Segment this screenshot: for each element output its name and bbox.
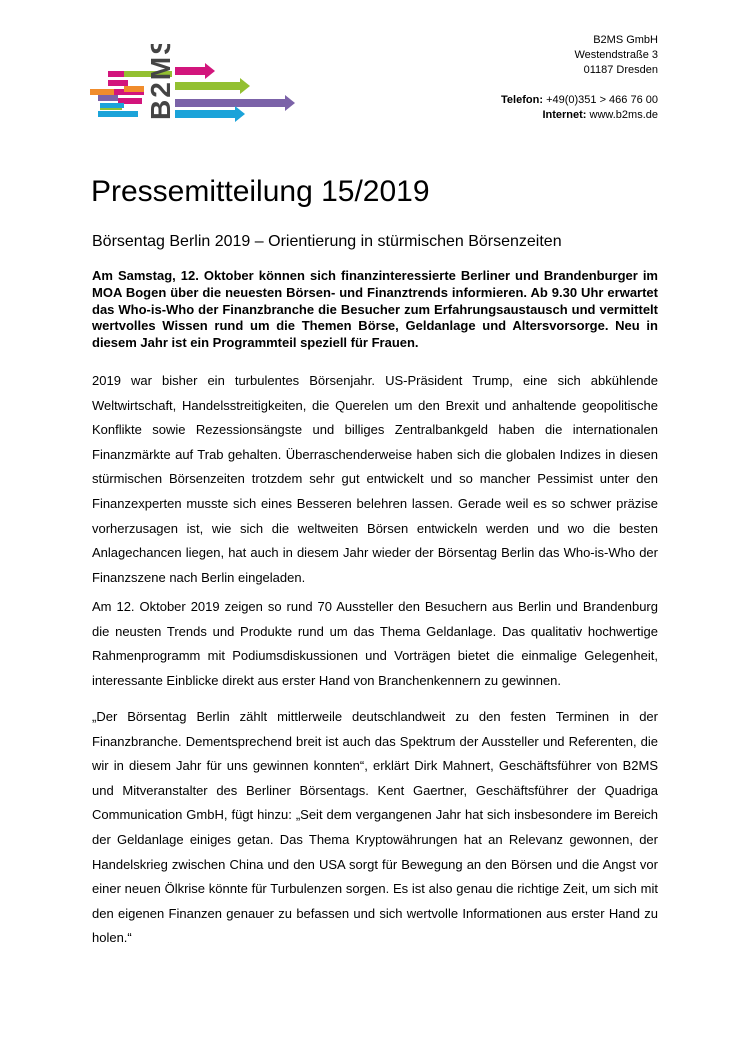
sender-city: 01187 Dresden [583, 64, 658, 76]
web-value[interactable]: www.b2ms.de [589, 109, 658, 121]
web-label: Internet: [542, 109, 587, 121]
b2ms-logo-graphic [90, 44, 300, 124]
body-paragraph-2: Am 12. Oktober 2019 zeigen so rund 70 Aussteller den Besuchern aus Berlin und Brandenburg die neusten Trends und Produkte rund um das Thema Geldanlage. Das qualitativ hochwertige Rahmenprogramm mit Podiumsdiskussionen und Vorträgen bietet die einmalige Gelegenheit, interessante Einblicke direkt aus erster Hand von Branchenkennern zu gewinnen. [92, 599, 658, 688]
lead-paragraph: Am Samstag, 12. Oktober können sich finanzinteressierte Berliner und Brandenburger im MOA Bogen über die neuesten Börsen- und Finanztrends informieren. Ab 9.30 Uhr erwartet das Who-is-Who der Finanzbranche die Besucher zum Erfahrungsaustausch und vermittelt wertvolles Wissen rund um die Themen Börse, Geldanlage und Altersvorsorge. Neu in diesem Jahr ist ein Programmteil speziell für Frauen. [92, 268, 658, 351]
phone-value: +49(0)351 > 466 76 00 [546, 94, 658, 106]
sender-company: B2MS GmbH [593, 34, 658, 46]
subtitle: Börsentag Berlin 2019 – Orientierung in stürmischen Börsenzeiten [92, 233, 562, 250]
b2ms-logo [90, 44, 300, 124]
web-line [501, 108, 658, 123]
logo-text: B2MS [145, 44, 176, 120]
page-title: Pressemitteilung 15/2019 [91, 175, 430, 208]
sender-street: Westendstraße 3 [574, 49, 658, 61]
phone-label: Telefon: [501, 94, 543, 106]
phone-line [501, 93, 658, 108]
body-paragraph-1: 2019 war bisher ein turbulentes Börsenjahr. US-Präsident Trump, eine sich abkühlende Weltwirtschaft, Handelsstreitigkeiten, die Querelen um den Brexit und anhaltende geopolitische Konflikte sowie Rezessionsängste und billiges Zentralbankgeld haben die internationalen Finanzmärkte auf Trab gehalten. Überraschenderweise haben sich die globalen Indizes in diesen stürmischen Börsenzeiten trotzdem sehr gut entwickelt und so mancher Pessimist unter den Finanzexperten musste sich eines Besseren belehren lassen. Gerade weil es so schwer präzise vorherzusagen ist, wie sich die weltweiten Börsen entwickeln werden und wo die besten Anlagechancen liegen, hat auch in diesem Jahr wieder der Börsentag Berlin das Who-is-Who der Finanzszene nach Berlin eingeladen. [92, 373, 658, 585]
sender-address [574, 33, 658, 78]
contact-info [501, 93, 658, 123]
body-paragraph-3: „Der Börsentag Berlin zählt mittlerweile deutschlandweit zu den festen Terminen in der Finanzbranche. Dementsprechend breit ist auch das Spektrum der Aussteller und Referenten, die wir in diesem Jahr für uns gewinnen konnten“, erklärt Dirk Mahnert, Geschäftsführer von B2MS und Mitveranstalter des Berliner Börsentags. Kent Gaertner, Geschäftsführer der Quadriga Communication GmbH, fügt hinzu: „Seit dem vergangenen Jahr hat sich insbesondere im Bereich der Geldanlage einiges getan. Das Thema Kryptowährungen hat an Relevanz gewonnen, der Handelskrieg zwischen China und den USA sorgt für Bewegung an den Börsen und die Angst vor einer neuen Ölkrise könnte für Turbulenzen sorgen. Es ist also genau die richtige Zeit, um sich mit den eigenen Finanzen genauer zu befassen und sich wertvolle Informationen aus erster Hand zu holen.“ [92, 709, 658, 946]
